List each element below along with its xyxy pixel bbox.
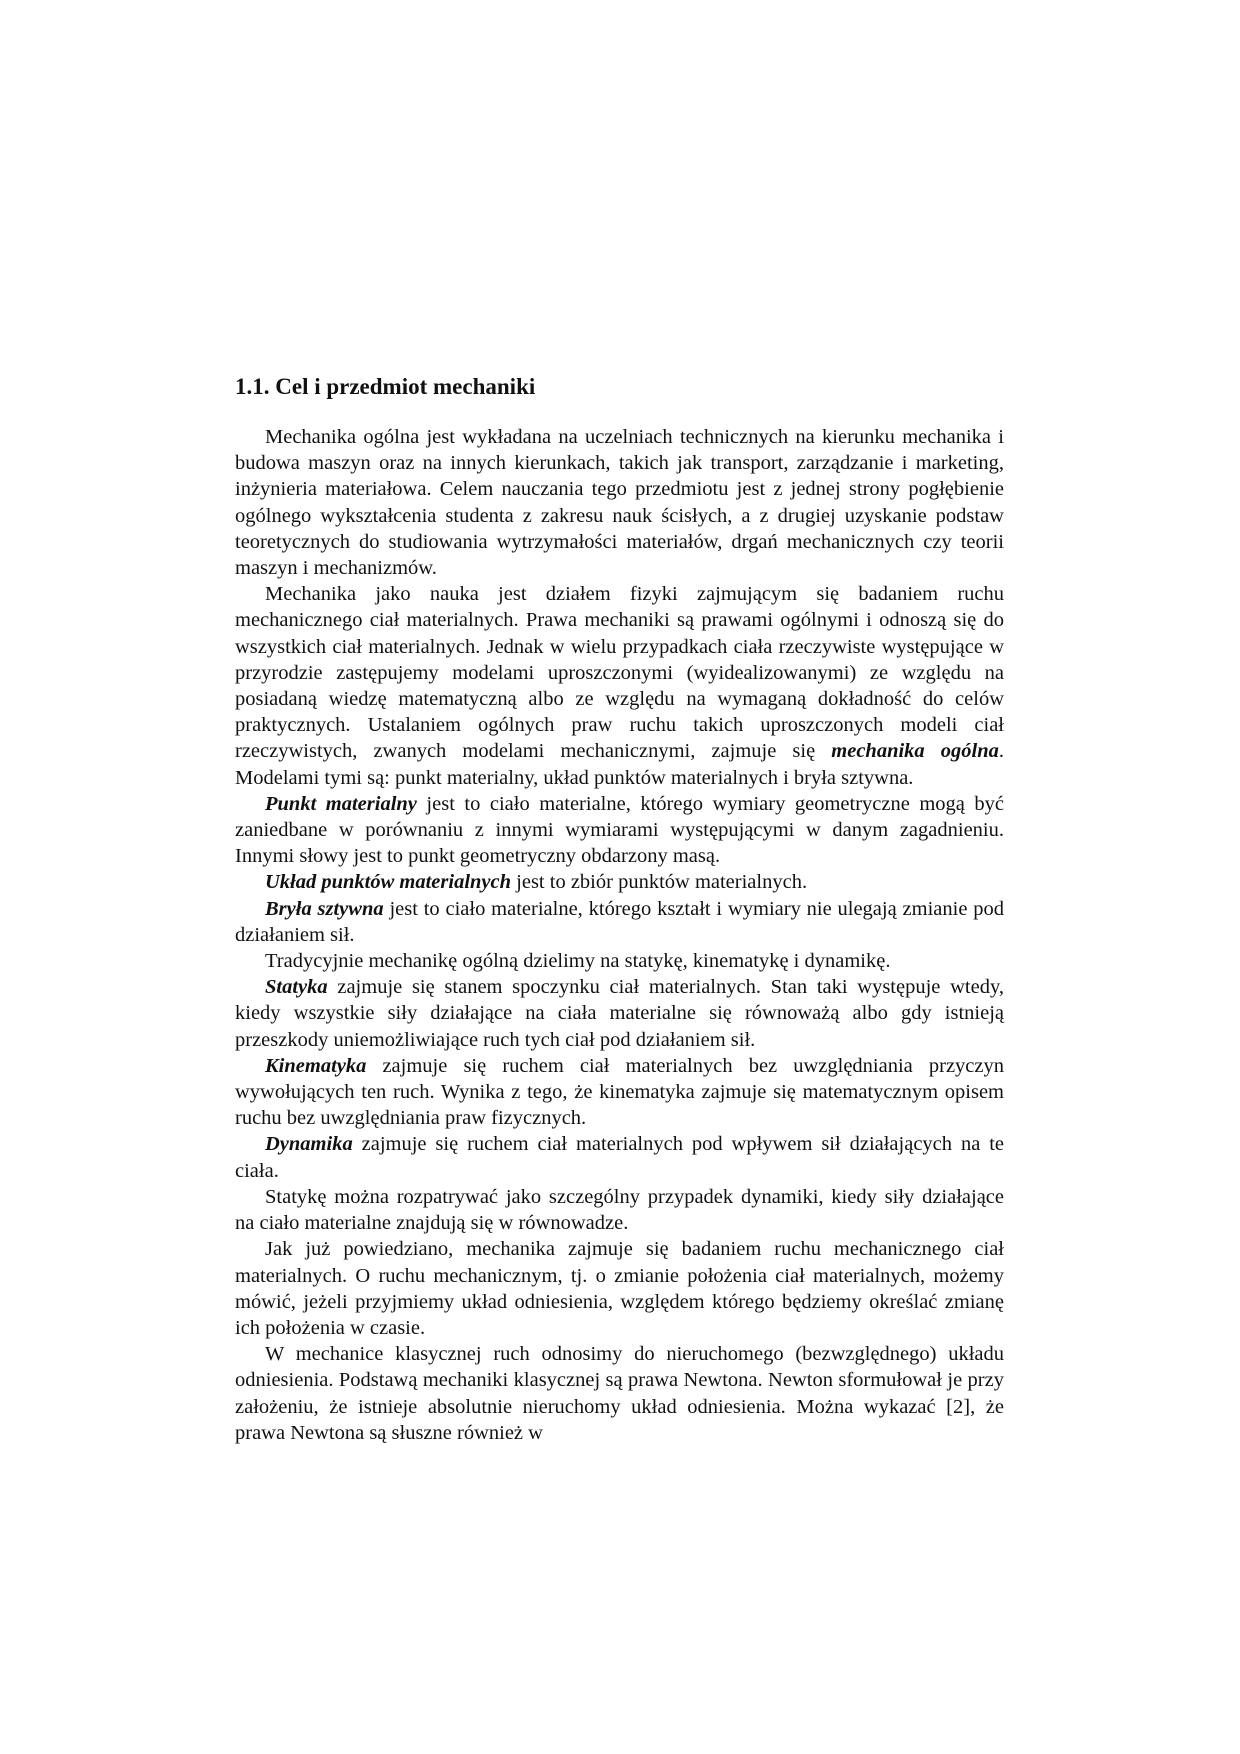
- term-kinematyka: Kinematyka: [265, 1054, 367, 1077]
- paragraph-text: Jak już powiedziano, mechanika zajmuje się badaniem ruchu mechanicznego ciał materialnych. O ruchu mechanicznym, tj. o zmianie położenia ciał materialnych, możemy mówić, jeżeli przyjmiemy układ odniesienia, względem którego będziemy określać zmianę ich położenia w czasie.: [235, 1238, 1004, 1339]
- paragraph-text: zajmuje się ruchem ciał materialnych bez uwzględniania przyczyn wywołujących ten ruch. Wynika z tego, że kinematyka zajmuje się matematycznym opisem ruchu bez uwzględniania praw fizycznych.: [235, 1054, 1004, 1130]
- paragraph-division: [235, 948, 1004, 974]
- paragraph-punkt-materialny: [235, 791, 1004, 870]
- paragraph-reference-frame: [235, 1236, 1004, 1341]
- term-punkt-materialny: Punkt materialny: [265, 792, 417, 815]
- section-title: 1.1. Cel i przedmiot mechaniki: [235, 374, 536, 399]
- paragraph-text: Statykę można rozpatrywać jako szczególny przypadek dynamiki, kiedy siły działające na ciało materialne znajdują się w równowadze.: [235, 1185, 1004, 1235]
- paragraph-text: zajmuje się stanem spoczynku ciał materialnych. Stan taki występuje wtedy, kiedy wszystkie siły działające na ciała materialne się równoważą albo gdy istnieją przeszkody uniemożliwiające ruch tych ciał pod działaniem sił.: [235, 976, 1004, 1051]
- paragraph-text: jest to zbiór punktów materialnych.: [511, 871, 808, 894]
- paragraph-text: Mechanika ogólna jest wykładana na uczelniach technicznych na kierunku mechanika i budowa maszyn oraz na innych kierunkach, takich jak transport, zarządzanie i marketing, inżynieria materiałowa. Celem nauczania tego przedmiotu jest z jednej strony pogłębienie ogólnego wykształcenia studenta z zakresu nauk ścisłych, a z drugiej uzyskanie podstaw teoretycznych do studiowania wytrzymałości materiałów, drgań mechanicznych czy teorii maszyn i mechanizmów.: [235, 426, 1004, 580]
- paragraph-mechanics-definition: [235, 581, 1004, 791]
- paragraph-text: jest to ciało materialne, którego wymiary geometryczne mogą być zaniedbane w porównaniu z innymi wymiarami występującymi w danym zagadnieniu. Innymi słowy jest to punkt geometryczny obdarzony masą.: [235, 792, 1004, 868]
- paragraph-statics-special-case: [235, 1184, 1004, 1236]
- paragraph-kinematyka: [235, 1053, 1004, 1132]
- paragraph-classical-mechanics: [235, 1341, 1004, 1446]
- paragraph-text: W mechanice klasycznej ruch odnosimy do nieruchomego (bezwzględnego) układu odniesienia. Podstawą mechaniki klasycznej są prawa Newtona. Newton sformułował je przy założeniu, że istnieje absolutnie nieruchomy układ odniesienia. Można wykazać [2], że prawa Newtona są słuszne również w: [235, 1343, 1004, 1444]
- term-dynamika: Dynamika: [265, 1133, 353, 1156]
- paragraph-statyka: [235, 974, 1004, 1053]
- paragraph-text: jest to ciało materialne, którego kształt i wymiary nie ulegają zmianie pod działaniem sił.: [235, 897, 1004, 946]
- paragraph-bryla-sztywna: [235, 896, 1004, 948]
- paragraph-text: zajmuje się ruchem ciał materialnych pod wpływem sił działających na te ciała.: [235, 1133, 1004, 1182]
- paragraph-uklad-punktow: [235, 869, 1004, 895]
- paragraph-text: . Modelami tymi są: punkt materialny, układ punktów materialnych i bryła sztywna.: [235, 740, 1004, 789]
- term-bryla-sztywna: Bryła sztywna: [265, 897, 384, 920]
- paragraph-text: Tradycyjnie mechanikę ogólną dzielimy na statykę, kinematykę i dynamikę.: [265, 950, 891, 973]
- paragraph-text: Mechanika jako nauka jest działem fizyki zajmującym się badaniem ruchu mechanicznego ciał materialnych. Prawa mechaniki są prawami ogólnymi i odnoszą się do wszystkich ciał materialnych. Jednak w wielu przypadkach ciała rzeczywiste występujące w przyrodzie zastępujemy modelami uproszczonymi (wyidealizowanymi) ze względu na posiadaną wiedzę matematyczną albo ze względu na wymaganą dokładność do celów praktycznych. Ustalaniem ogólnych praw ruchu takich uproszczonych modeli ciał rzeczywistych, zwanych modelami mechanicznymi, zajmuje się: [235, 583, 1004, 763]
- page-content: [235, 372, 1004, 1446]
- paragraph-intro: [235, 424, 1004, 581]
- term-statyka: Statyka: [265, 976, 328, 999]
- paragraph-dynamika: [235, 1131, 1004, 1183]
- term-mechanika-ogolna: mechanika ogólna: [831, 740, 999, 763]
- term-uklad-punktow: Układ punktów materialnych: [265, 871, 512, 894]
